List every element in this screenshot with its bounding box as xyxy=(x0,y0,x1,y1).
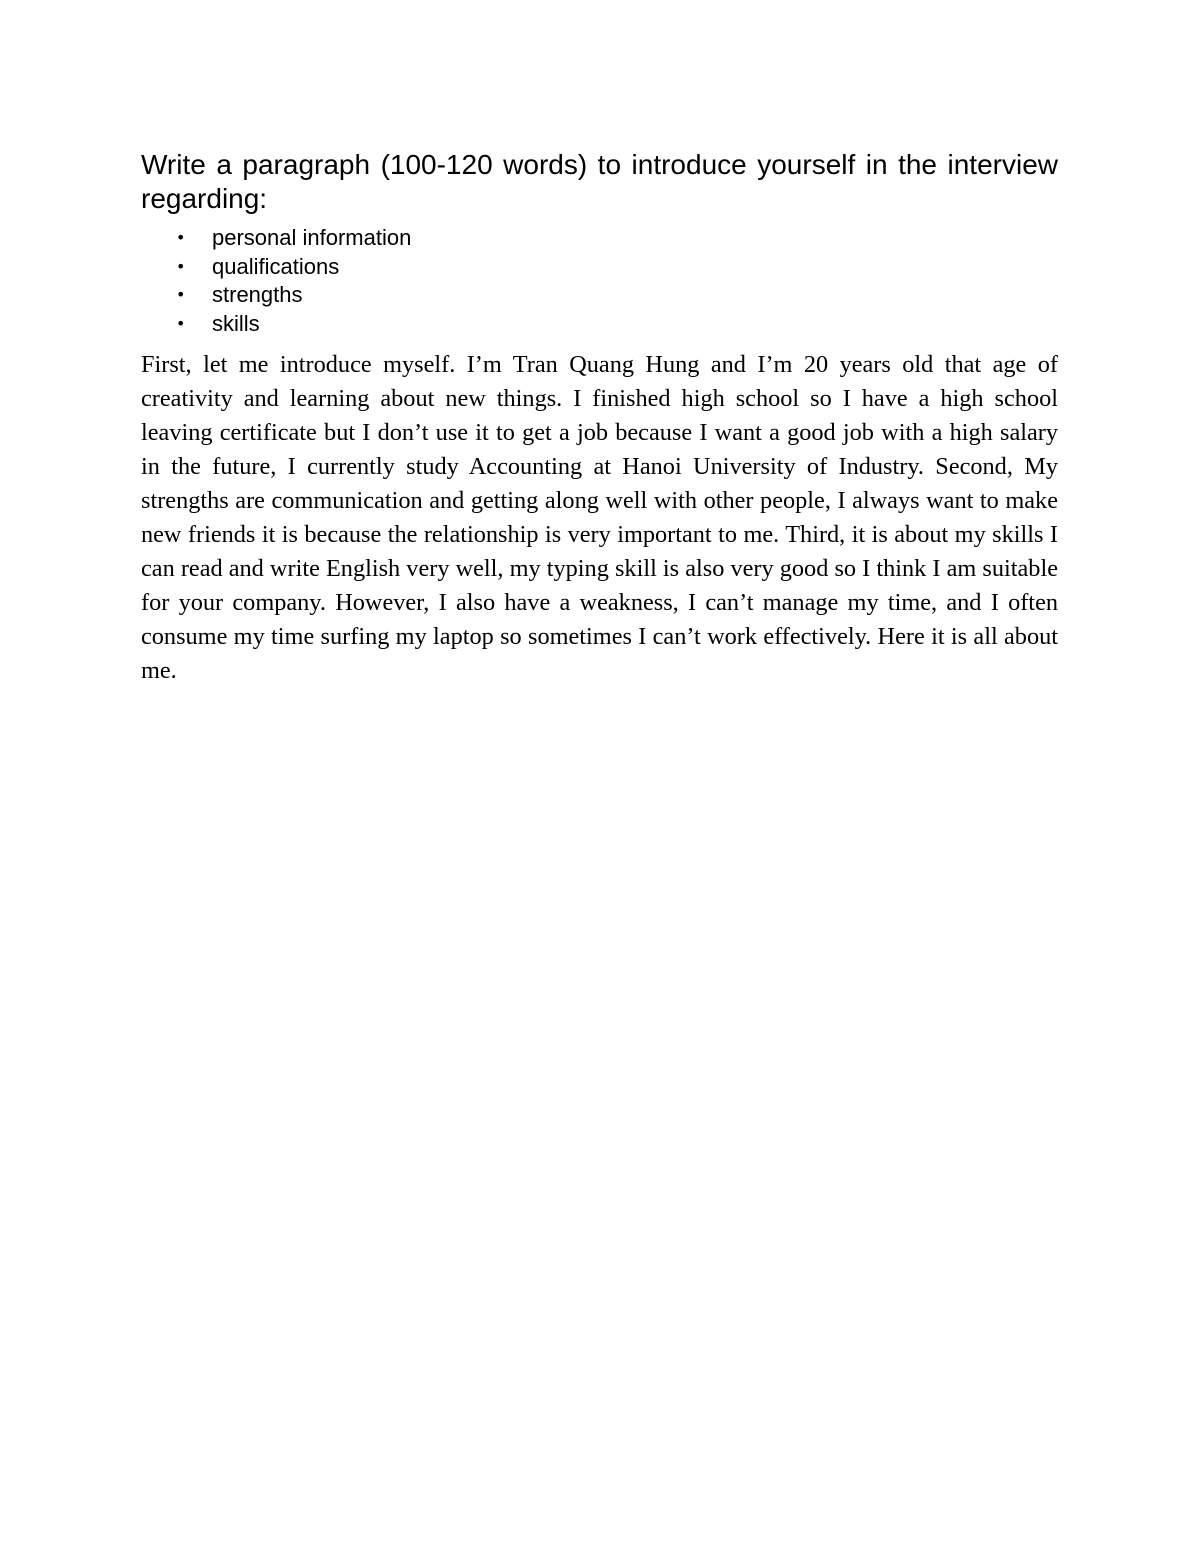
bullet-icon: • xyxy=(176,256,186,276)
document-content xyxy=(141,148,1058,688)
topic-label: skills xyxy=(212,310,260,336)
answer-paragraph: First, let me introduce myself. I’m Tran Quang Hung and I’m 20 years old that age of creativity and learning about new things. I finished high school so I have a high school leaving certificate but I don’t use it to get a job because I want a good job with a high salary in the future, I currently study Accounting at Hanoi University of Industry. Second, My strengths are communication and getting along well with other people, I always want to make new friends it is because the relationship is very important to me. Third, it is about my skills I can read and write English very well, my typing skill is also very good so I think I am suitable for your company. However, I also have a weakness, I can’t manage my time, and I often consume my time surfing my laptop so sometimes I can’t work effectively. Here it is all about me. xyxy=(141,351,1058,684)
list-item xyxy=(141,310,1058,339)
list-item xyxy=(141,224,1058,253)
topic-label: qualifications xyxy=(212,253,340,279)
topic-list xyxy=(141,224,1058,338)
bullet-icon: • xyxy=(176,285,186,304)
topic-label: strengths xyxy=(212,282,303,307)
bullet-icon: • xyxy=(176,313,186,333)
assignment-prompt: Write a paragraph (100-120 words) to introduce yourself in the interview regarding: xyxy=(141,149,1058,214)
topic-label: personal information xyxy=(212,225,412,250)
list-item xyxy=(141,281,1058,310)
bullet-icon: • xyxy=(176,228,186,247)
list-item xyxy=(141,253,1058,282)
